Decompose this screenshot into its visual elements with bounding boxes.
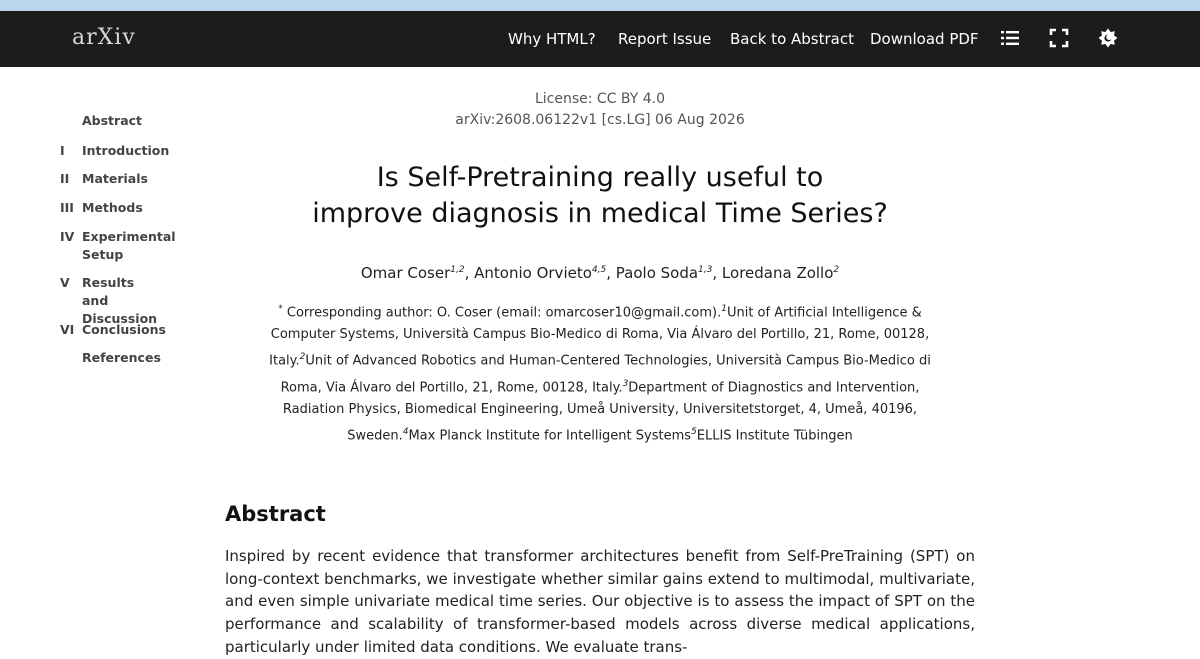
affiliation: Department of Diagnostics and Intervention, Radiation Physics, Biomedical Engineering, Umeå University, Universitetstorget, 4, Umeå, 40196, Sweden. xyxy=(282,379,920,444)
author-list: Omar Coser$^{1,2}$, Antonio Orvieto$^{4,5}$, Paolo Soda$^{1,3}$, Loredana Zollo$^2$ xyxy=(360,264,840,282)
toc-number: VI xyxy=(60,322,75,337)
author-name: Paolo Soda xyxy=(615,264,699,282)
author-affil-sup: 1,3 xyxy=(698,265,713,275)
browser-strip xyxy=(0,0,1200,11)
title-line: improve diagnosis in medical Time Series? xyxy=(312,198,888,229)
toc-number: III xyxy=(60,200,74,215)
affil-sup: 1 xyxy=(721,304,727,314)
affil-sup: 5 xyxy=(691,426,697,437)
paper-title xyxy=(225,160,975,232)
toc-item-experimental-setup[interactable] xyxy=(60,228,190,264)
list-icon[interactable] xyxy=(999,27,1021,49)
toc-number: II xyxy=(60,171,70,186)
toc-item-methods[interactable] xyxy=(60,199,190,217)
affil-sup: 3 xyxy=(622,378,629,389)
affiliation: Unit of Artificial Intelligence & Computer Systems, Università Campus Bio-Medico di Roma, Via Álvaro del Portillo, 21, Rome, 00128, Italy. xyxy=(269,305,930,369)
toc-label: Introduction xyxy=(82,143,170,158)
author-affil-sup: 1,2 xyxy=(450,265,465,275)
footnote-star: * xyxy=(278,304,283,314)
toc-label: References xyxy=(82,350,161,365)
affil-sup: 2 xyxy=(299,352,306,363)
back-to-abstract-link[interactable]: Back to Abstract xyxy=(730,30,854,48)
toc-item-references[interactable] xyxy=(60,349,190,367)
toc-item-results-and-discussion[interactable] xyxy=(60,274,190,328)
arxiv-logo[interactable]: arXiv xyxy=(72,25,136,50)
toc-number: I xyxy=(60,143,65,158)
download-pdf-link[interactable]: Download PDF xyxy=(870,30,979,48)
arxiv-identifier: arXiv:2608.06122v1 [cs.LG] 06 Aug 2026 xyxy=(455,112,745,128)
author-affil-sup: 2 xyxy=(833,265,840,275)
author-name: Antonio Orvieto xyxy=(474,264,592,282)
corresponding-author: Corresponding author: O. Coser (email: omarcoser10@gmail.com). xyxy=(282,305,722,321)
license-text: License: CC BY 4.0 xyxy=(534,91,666,107)
toc-label: Conclusions xyxy=(82,322,166,337)
toc-label: Experimental Setup xyxy=(82,229,176,262)
affiliation: Max Planck Institute for Intelligent Systems xyxy=(408,428,692,444)
toc-label: Results and Discussion xyxy=(82,275,158,326)
theme-toggle-icon[interactable] xyxy=(1097,27,1119,49)
fullscreen-icon[interactable] xyxy=(1048,27,1070,49)
toc-item-introduction[interactable] xyxy=(60,142,190,160)
author-affil-sup: 4,5 xyxy=(591,265,607,275)
report-issue-link[interactable]: Report Issue xyxy=(618,30,712,48)
abstract-text: Inspired by recent evidence that transformer architectures benefit from Self-PreTraining (SPT) on long-context benchmarks, we investigate whether similar gains extend to multimodal, multivariate, and even simple univariate medical time series. Our objective is to assess the impact of SPT on the performance and scalability of transformer-based models across diverse medical applications, particularly under limited data conditions. We evaluate trans- xyxy=(225,547,975,656)
toc-number: V xyxy=(60,275,70,290)
affiliations xyxy=(250,298,950,447)
toc-label: Methods xyxy=(82,200,143,215)
toc-number: IV xyxy=(60,229,75,244)
affiliation: Unit of Advanced Robotics and Human-Centered Technologies, Università Campus Bio-Medico di Roma, Via Álvaro del Portillo, 21, Rome, 00128, Italy. xyxy=(280,353,931,395)
author-name: Loredana Zollo xyxy=(721,264,834,282)
toc-item-materials[interactable] xyxy=(60,170,190,188)
author-name: Omar Coser xyxy=(360,264,451,282)
affiliation: ELLIS Institute Tübingen xyxy=(696,428,853,444)
toc-label: Abstract xyxy=(82,113,143,128)
toc-item-abstract[interactable] xyxy=(60,112,190,130)
toc-item-conclusions[interactable] xyxy=(60,321,190,339)
affil-sup: 4 xyxy=(402,426,409,437)
title-line: Is Self-Pretraining really useful to xyxy=(376,162,824,193)
toc-label: Materials xyxy=(82,171,148,186)
why-html-link[interactable]: Why HTML? xyxy=(508,30,596,48)
top-navbar xyxy=(0,11,1200,67)
abstract-heading: Abstract xyxy=(225,502,326,526)
